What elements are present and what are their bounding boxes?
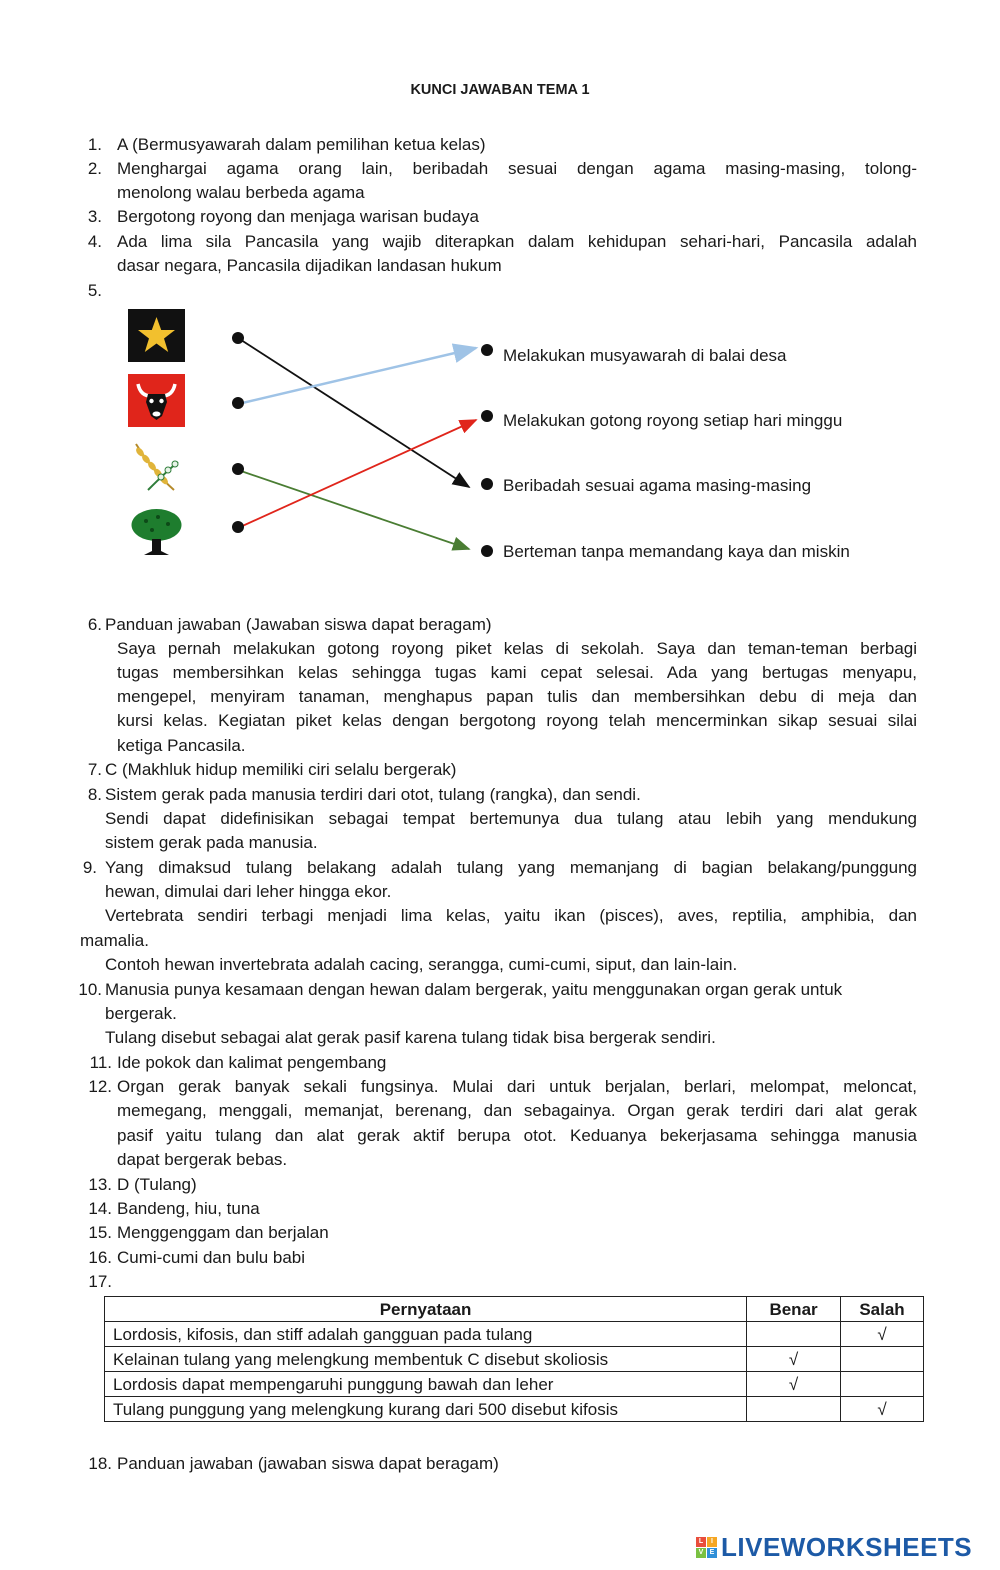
q9-text-line-5: Contoh hewan invertebrata adalah cacing, serangga, cumi-cumi, siput, dan lain-lain. bbox=[105, 955, 738, 974]
match-line-3-to-4 bbox=[238, 470, 469, 549]
q3-text: Bergotong royong dan menjaga warisan budaya bbox=[117, 207, 479, 226]
page-title: KUNCI JAWABAN TEMA 1 bbox=[410, 82, 590, 98]
q14-text: Bandeng, hiu, tuna bbox=[117, 1199, 260, 1218]
q9-text-line-1: Yang dimaksud tulang belakang adalah tulang yang memanjang di bagian belakang/punggung bbox=[105, 858, 917, 877]
salah-cell[interactable] bbox=[841, 1372, 924, 1397]
right-dot-1 bbox=[481, 344, 493, 356]
q6-text-line-1: Panduan jawaban (Jawaban siswa dapat beragam) bbox=[105, 615, 492, 634]
q4-text-line-2: dasar negara, Pancasila dijadikan landasan hukum bbox=[117, 256, 502, 275]
q9-text-line-2: hewan, dimulai dari leher hingga ekor. bbox=[105, 882, 392, 901]
header-benar: Benar bbox=[747, 1297, 841, 1322]
q12-text-line-2: memegang, menggali, memanjat, berenang, dan sebagainya. Organ gerak terdiri dari alat gerak bbox=[117, 1101, 917, 1120]
matching-lines bbox=[0, 300, 1000, 570]
q4-text-line-1: Ada lima sila Pancasila yang wajib diterapkan dalam kehidupan sehari-hari, Pancasila adalah bbox=[117, 232, 917, 251]
brand-text: LIVEWORKSHEETS bbox=[721, 1531, 973, 1562]
header-pernyataan: Pernyataan bbox=[105, 1297, 747, 1322]
q2-number: 2. bbox=[87, 159, 102, 178]
q18-text: Panduan jawaban (jawaban siswa dapat beragam) bbox=[117, 1454, 499, 1473]
q9-text-line-3: Vertebrata sendiri terbagi menjadi lima kelas, yaitu ikan (pisces), aves, reptilia, amphibia, dan bbox=[105, 906, 917, 925]
right-dot-3 bbox=[481, 478, 493, 490]
match-line-1-to-3 bbox=[238, 338, 469, 487]
q6-text-line-6: ketiga Pancasila. bbox=[117, 736, 246, 755]
q13-number: 13. bbox=[88, 1175, 112, 1194]
q12-number: 12. bbox=[88, 1077, 112, 1096]
table-row bbox=[105, 1397, 924, 1422]
q6-text-line-2: Saya pernah melakukan gotong royong piket kelas di sekolah. Saya dan teman-teman berbagi bbox=[117, 639, 917, 658]
liveworksheets-logo[interactable] bbox=[696, 1532, 972, 1562]
right-dot-2 bbox=[481, 410, 493, 422]
left-dot-1 bbox=[232, 332, 244, 344]
q6-number: 6. bbox=[87, 615, 102, 634]
benar-cell[interactable] bbox=[747, 1397, 841, 1422]
match-line-2-to-1 bbox=[238, 348, 476, 404]
q8-number: 8. bbox=[87, 785, 102, 804]
q11-text: Ide pokok dan kalimat pengembang bbox=[117, 1053, 387, 1072]
left-dot-4 bbox=[232, 521, 244, 533]
header-salah: Salah bbox=[841, 1297, 924, 1322]
cube-i: I bbox=[707, 1537, 717, 1547]
q15-text: Menggenggam dan berjalan bbox=[117, 1223, 329, 1242]
match-line-4-to-2 bbox=[238, 420, 476, 528]
salah-cell[interactable] bbox=[841, 1347, 924, 1372]
q10-number: 10. bbox=[78, 980, 102, 999]
benar-cell[interactable] bbox=[747, 1322, 841, 1347]
table-row bbox=[105, 1347, 924, 1372]
q4-number: 4. bbox=[87, 232, 102, 251]
benar-cell[interactable]: √ bbox=[747, 1372, 841, 1397]
q7-number: 7. bbox=[87, 760, 102, 779]
statement-1[interactable]: Melakukan musyawarah di balai desa bbox=[503, 346, 787, 365]
cube-l: L bbox=[696, 1537, 706, 1547]
left-dot-2 bbox=[232, 397, 244, 409]
statement-2[interactable]: Melakukan gotong royong setiap hari minggu bbox=[503, 411, 843, 430]
q10-text-line-1: Manusia punya kesamaan dengan hewan dalam bergerak, yaitu menggunakan organ gerak untuk bbox=[105, 980, 843, 999]
left-dot-3 bbox=[232, 463, 244, 475]
right-dot-4 bbox=[481, 545, 493, 557]
q18-number: 18. bbox=[88, 1454, 112, 1473]
table-header-row bbox=[105, 1297, 924, 1322]
logo-cubes-icon bbox=[696, 1537, 717, 1558]
q12-text-line-1: Organ gerak banyak sekali fungsinya. Mulai dari untuk berjalan, berlari, melompat, meloncat, bbox=[117, 1077, 917, 1096]
q12-text-line-3: pasif yaitu tulang dan alat gerak aktif berupa otot. Keduanya bekerjasama sehingga manusia bbox=[117, 1126, 917, 1145]
statement-3[interactable]: Beribadah sesuai agama masing-masing bbox=[503, 476, 812, 495]
q7-text: C (Makhluk hidup memiliki ciri selalu bergerak) bbox=[105, 760, 457, 779]
q8-text-line-1: Sistem gerak pada manusia terdiri dari otot, tulang (rangka), dan sendi. bbox=[105, 785, 641, 804]
cube-v: V bbox=[696, 1548, 706, 1558]
q9-number: 9. bbox=[82, 858, 97, 877]
q10-text-line-3: Tulang disebut sebagai alat gerak pasif karena tulang tidak bisa bergerak sendiri. bbox=[105, 1028, 716, 1047]
salah-cell[interactable]: √ bbox=[841, 1397, 924, 1422]
statement-cell: Kelainan tulang yang melengkung membentuk C disebut skoliosis bbox=[105, 1347, 747, 1372]
q2-text-line-2: menolong walau berbeda agama bbox=[117, 183, 365, 202]
q16-text: Cumi-cumi dan bulu babi bbox=[117, 1248, 306, 1267]
benar-cell[interactable]: √ bbox=[747, 1347, 841, 1372]
salah-cell[interactable]: √ bbox=[841, 1322, 924, 1347]
statement-cell: Lordosis, kifosis, dan stiff adalah gangguan pada tulang bbox=[105, 1322, 747, 1347]
table-row bbox=[105, 1322, 924, 1347]
q5-number: 5. bbox=[87, 281, 102, 300]
cube-e: E bbox=[707, 1548, 717, 1558]
q6-text-line-3: tugas membersihkan kelas sehingga tugas kami cepat selesai. Ada yang bertugas menyapu, bbox=[117, 663, 917, 682]
q16-number: 16. bbox=[88, 1248, 112, 1267]
q3-number: 3. bbox=[87, 207, 102, 226]
q6-text-line-5: kursi kelas. Kegiatan piket kelas dengan bergotong royong telah mencerminkan sikap sesuai silai bbox=[117, 711, 917, 730]
table-row bbox=[105, 1372, 924, 1397]
q13-text: D (Tulang) bbox=[117, 1175, 197, 1194]
q8-text-line-2: Sendi dapat didefinisikan sebagai tempat bertemunya dua tulang atau lebih yang mendukung bbox=[105, 809, 917, 828]
statement-cell: Tulang punggung yang melengkung kurang dari 500 disebut kifosis bbox=[105, 1397, 747, 1422]
matching-diagram bbox=[0, 300, 1000, 570]
q2-text-line-1: Menghargai agama orang lain, beribadah sesuai dengan agama masing-masing, tolong- bbox=[117, 159, 917, 178]
statement-table bbox=[104, 1296, 924, 1422]
q14-number: 14. bbox=[88, 1199, 112, 1218]
q10-text-line-2: bergerak. bbox=[105, 1004, 177, 1023]
q1-text: A (Bermusyawarah dalam pemilihan ketua kelas) bbox=[117, 135, 486, 154]
q11-number: 11. bbox=[89, 1053, 112, 1072]
q15-number: 15. bbox=[88, 1223, 112, 1242]
q8-text-line-3: sistem gerak pada manusia. bbox=[105, 833, 318, 852]
statement-cell: Lordosis dapat mempengaruhi punggung bawah dan leher bbox=[105, 1372, 747, 1397]
q1-number: 1. bbox=[87, 135, 102, 154]
q6-text-line-4: mengepel, menyiram tanaman, menghapus papan tulis dan membersihkan debu di meja dan bbox=[117, 687, 917, 706]
q17-number: 17. bbox=[88, 1272, 112, 1291]
statement-4[interactable]: Berteman tanpa memandang kaya dan miskin bbox=[503, 542, 850, 561]
q9-text-line-4: mamalia. bbox=[80, 931, 149, 950]
q12-text-line-4: dapat bergerak bebas. bbox=[117, 1150, 288, 1169]
